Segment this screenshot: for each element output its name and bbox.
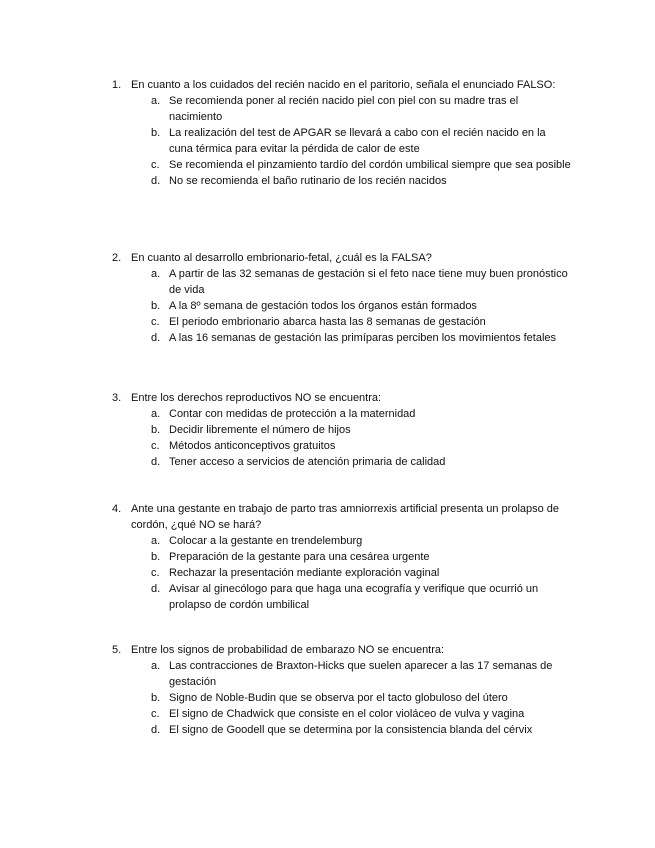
option-list — [112, 93, 572, 189]
option-b — [112, 549, 572, 565]
option-text: A partir de las 32 semanas de gestación si el feto nace tiene muy buen pronóstico de vida — [169, 268, 568, 296]
option-c — [112, 438, 572, 454]
question-stem — [112, 250, 572, 266]
option-letter: d. — [151, 332, 161, 344]
option-letter: b. — [151, 127, 161, 139]
option-text: Las contracciones de Braxton-Hicks que suelen aparecer a las 17 semanas de gestación — [169, 660, 553, 688]
option-a — [112, 533, 572, 549]
option-d — [112, 722, 572, 738]
question-4 — [112, 501, 572, 613]
option-letter: c. — [151, 440, 160, 452]
option-letter: b. — [151, 551, 161, 563]
option-text: Rechazar la presentación mediante exploración vaginal — [169, 567, 440, 579]
option-letter: a. — [151, 408, 161, 420]
option-d — [112, 330, 572, 346]
option-text: A la 8º semana de gestación todos los órganos están formados — [169, 300, 477, 312]
option-text: A las 16 semanas de gestación las primíparas perciben los movimientos fetales — [169, 332, 557, 344]
question-3 — [112, 390, 572, 470]
option-d — [112, 173, 572, 189]
option-letter: d. — [151, 456, 161, 468]
question-text: En cuanto a los cuidados del recién nacido en el paritorio, señala el enunciado FALSO: — [131, 79, 556, 91]
option-d — [112, 581, 572, 613]
question-2 — [112, 250, 572, 346]
option-text: Colocar a la gestante en trendelemburg — [169, 535, 363, 547]
option-a — [112, 658, 572, 690]
option-list — [112, 406, 572, 470]
question-1 — [112, 77, 572, 189]
option-letter: b. — [151, 692, 161, 704]
option-text: Avisar al ginecólogo para que haga una ecografía y verifique que ocurrió un prolapso de cordón umbilical — [169, 583, 539, 611]
question-stem — [112, 501, 572, 533]
option-c — [112, 706, 572, 722]
option-letter: d. — [151, 583, 161, 595]
option-c — [112, 314, 572, 330]
option-list — [112, 533, 572, 613]
option-a — [112, 266, 572, 298]
option-letter: d. — [151, 175, 161, 187]
question-text: En cuanto al desarrollo embrionario-fetal, ¿cuál es la FALSA? — [131, 252, 432, 264]
option-text: El signo de Chadwick que consiste en el color violáceo de vulva y vagina — [169, 708, 525, 720]
option-text: No se recomienda el baño rutinario de los recién nacidos — [169, 175, 447, 187]
option-letter: a. — [151, 95, 161, 107]
question-stem — [112, 642, 572, 658]
option-text: Signo de Noble-Budin que se observa por el tacto globuloso del útero — [169, 692, 508, 704]
option-c — [112, 157, 572, 173]
option-text: Se recomienda poner al recién nacido piel con piel con su madre tras el nacimiento — [169, 95, 519, 123]
question-stem — [112, 77, 572, 93]
question-number: 2. — [112, 252, 122, 264]
option-letter: a. — [151, 535, 161, 547]
option-text: El signo de Goodell que se determina por la consistencia blanda del cérvix — [169, 724, 533, 736]
option-letter: c. — [151, 316, 160, 328]
option-d — [112, 454, 572, 470]
option-list — [112, 658, 572, 738]
question-number: 5. — [112, 644, 122, 656]
option-text: Tener acceso a servicios de atención primaria de calidad — [169, 456, 446, 468]
option-list — [112, 266, 572, 346]
option-b — [112, 125, 572, 157]
question-text: Entre los derechos reproductivos NO se encuentra: — [131, 392, 382, 404]
option-a — [112, 406, 572, 422]
option-b — [112, 422, 572, 438]
option-text: Se recomienda el pinzamiento tardío del cordón umbilical siempre que sea posible — [169, 159, 571, 171]
option-letter: b. — [151, 300, 161, 312]
option-text: Preparación de la gestante para una cesárea urgente — [169, 551, 430, 563]
question-number: 4. — [112, 503, 122, 515]
option-text: El periodo embrionario abarca hasta las 8 semanas de gestación — [169, 316, 486, 328]
question-number: 3. — [112, 392, 122, 404]
option-b — [112, 298, 572, 314]
option-letter: c. — [151, 567, 160, 579]
option-text: Contar con medidas de protección a la maternidad — [169, 408, 416, 420]
question-stem — [112, 390, 572, 406]
question-number: 1. — [112, 79, 122, 91]
option-letter: c. — [151, 708, 160, 720]
option-letter: b. — [151, 424, 161, 436]
option-letter: a. — [151, 268, 161, 280]
option-b — [112, 690, 572, 706]
option-letter: a. — [151, 660, 161, 672]
option-letter: d. — [151, 724, 161, 736]
option-letter: c. — [151, 159, 160, 171]
option-text: La realización del test de APGAR se llevará a cabo con el recién nacido en la cuna térmica para evitar la pérdida de calor de este — [169, 127, 546, 155]
question-text: Entre los signos de probabilidad de embarazo NO se encuentra: — [131, 644, 445, 656]
option-a — [112, 93, 572, 125]
option-text: Decidir libremente el número de hijos — [169, 424, 351, 436]
option-c — [112, 565, 572, 581]
question-5 — [112, 642, 572, 738]
option-text: Métodos anticonceptivos gratuitos — [169, 440, 336, 452]
question-text: Ante una gestante en trabajo de parto tras amniorrexis artificial presenta un prolapso de cordón, ¿qué NO se hará? — [131, 503, 560, 531]
